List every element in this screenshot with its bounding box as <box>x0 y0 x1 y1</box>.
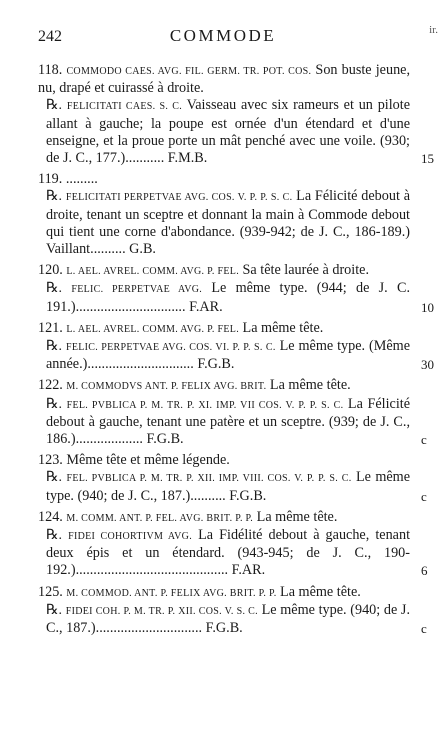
obverse-entry <box>38 377 410 395</box>
recipe-mark: ℞. <box>46 528 63 544</box>
legend-text: M. COMMODVS ANT. P. FELIX AVG. BRIT. <box>66 381 267 393</box>
leader-dots: .............................. <box>87 356 194 373</box>
legend-text: L. AEL. AVREL. COMM. AVG. P. FEL. <box>66 266 239 278</box>
margin-value: 15 <box>421 151 434 167</box>
description-text: Même tête et même légende. <box>66 452 230 469</box>
description-text: Le même type. (944; de J. C. 191.) <box>46 280 410 315</box>
entry-number: 120. <box>38 262 63 279</box>
legend-text: L. AEL. AVREL. COMM. AVG. P. FEL. <box>66 323 239 335</box>
obverse-entry <box>38 262 410 280</box>
description-text: Le même type. (Même année.) <box>46 338 410 373</box>
page-number: 242 <box>38 28 62 45</box>
margin-value: c <box>421 432 427 448</box>
description-text: Sa tête laurée à droite. <box>239 262 369 279</box>
reverse-entry <box>38 97 434 167</box>
leader-dots: ................... <box>75 431 143 448</box>
description-text: Le même type. (940; de J. C., 187.) <box>46 469 411 504</box>
legend-text: M. COMMOD. ANT. P. FELIX AVG. BRIT. P. P. <box>66 587 277 599</box>
description-text: La même tête. <box>276 583 361 600</box>
recipe-mark: ℞. <box>46 98 63 114</box>
collection-ref: F.G.B. <box>229 487 267 504</box>
reverse-entry <box>38 188 410 258</box>
obverse-entry <box>38 584 410 602</box>
legend-text: FEL. PVBLICA P. M. TR. P. XI. IMP. VII COS. V. P. P. S. C. <box>66 399 344 411</box>
legend-text: FELICITATI CAES. S. C. <box>66 101 183 113</box>
entry-number: 124. <box>38 508 63 525</box>
reverse-entry <box>38 601 427 637</box>
recipe-mark: ℞. <box>46 602 63 618</box>
recipe-mark: ℞. <box>46 189 63 205</box>
reverse-entry <box>38 395 427 449</box>
leader-dots: .......... <box>190 487 226 504</box>
collection-ref: F.M.B. <box>167 150 208 167</box>
legend-text: FEL. PVBLICA P. M. TR. P. XII. IMP. VIII. COS. V. P. P. S. C. <box>66 473 352 485</box>
legend-text: FELIC. PERPETVAE AVG. <box>71 284 203 296</box>
reverse-entry <box>38 338 434 373</box>
catalogue-entries <box>38 62 434 641</box>
corner-mark: ir. <box>429 24 438 36</box>
margin-value: c <box>421 621 427 637</box>
entry-number: 122. <box>38 377 63 394</box>
legend-text: FIDEI COH. P. M. TR. P. XII. COS. V. S. C. <box>65 605 258 617</box>
leader-dots: ........... <box>125 150 165 167</box>
description-text: ......... <box>65 171 98 188</box>
recipe-mark: ℞. <box>46 396 63 412</box>
leader-dots: .......... <box>90 241 126 258</box>
reverse-entry <box>38 469 427 504</box>
margin-value: 30 <box>421 357 434 373</box>
page-title: COMMODE <box>169 26 277 45</box>
legend-text: FELICITATI PERPETVAE AVG. COS. V. P. P. S. C. <box>65 192 293 204</box>
entry-number: 121. <box>38 319 63 336</box>
legend-text: FIDEI COHORTIVM AVG. <box>68 531 193 543</box>
legend-text: COMMODO CAES. AVG. FIL. GERM. TR. POT. COS. <box>66 66 312 77</box>
legend-text: M. COMM. ANT. P. FEL. AVG. BRIT. P. P. <box>66 512 254 524</box>
entry-number: 123. <box>38 452 63 469</box>
collection-ref: F.G.B. <box>146 431 184 448</box>
description-text: Le même type. (940; de J. C., 187.) <box>46 601 411 637</box>
description-text: La même tête. <box>239 319 324 336</box>
collection-ref: G.B. <box>129 241 156 258</box>
description-text: La Félicité debout à gauche, tenant une patère et un sceptre. (939; de J. C., 186.) <box>46 395 411 448</box>
obverse-entry <box>38 62 410 97</box>
leader-dots: ............................... <box>75 298 186 315</box>
collection-ref: F.G.B. <box>205 620 243 637</box>
obverse-entry <box>38 452 410 469</box>
recipe-mark: ℞. <box>46 281 63 297</box>
description-text: Vaisseau avec six rameurs et un pilote allant à gauche; la poupe est ornée d'un étendard et d'une enseigne, et la proue porte un mât penché avec une voile. (930; de J. C., 177.) <box>46 97 410 167</box>
obverse-entry <box>38 171 410 188</box>
entry-number: 119. <box>38 171 63 188</box>
obverse-entry <box>38 509 410 527</box>
leader-dots: .............................. <box>95 620 203 637</box>
margin-value: 6 <box>421 563 428 579</box>
description-text: Son buste jeune, nu, drapé et cuirassé à droite. <box>38 62 411 97</box>
description-text: La même tête. <box>266 377 351 394</box>
obverse-entry <box>38 320 410 338</box>
entry-number: 118. <box>38 62 63 78</box>
description-text: La même tête. <box>253 508 338 525</box>
entry-gap <box>38 637 410 641</box>
leader-dots: ........................................... <box>75 562 229 579</box>
collection-ref: F.AR. <box>189 298 223 315</box>
legend-text: FELIC. PERPETVAE AVG. COS. VI. P. P. S. C. <box>66 342 276 354</box>
reverse-entry <box>38 527 428 580</box>
recipe-mark: ℞. <box>46 470 63 486</box>
recipe-mark: ℞. <box>46 339 63 355</box>
description-text: La Félicité debout à droite, tenant un sceptre et donnant la main à Commode debout qui tient une corne d'abondance. (939-942; de J. C., 186-189.) Vaillant <box>46 188 410 258</box>
description-text: La Fidélité debout à gauche, tenant deux épis et un étendard. (943-945; de J. C., 190-192.) <box>46 527 411 579</box>
margin-value: 10 <box>421 299 434 315</box>
entry-number: 125. <box>38 583 63 600</box>
collection-ref: F.AR. <box>231 562 266 579</box>
reverse-entry <box>38 280 434 315</box>
margin-value: c <box>421 488 427 504</box>
collection-ref: F.G.B. <box>197 356 235 373</box>
running-header <box>0 22 446 48</box>
